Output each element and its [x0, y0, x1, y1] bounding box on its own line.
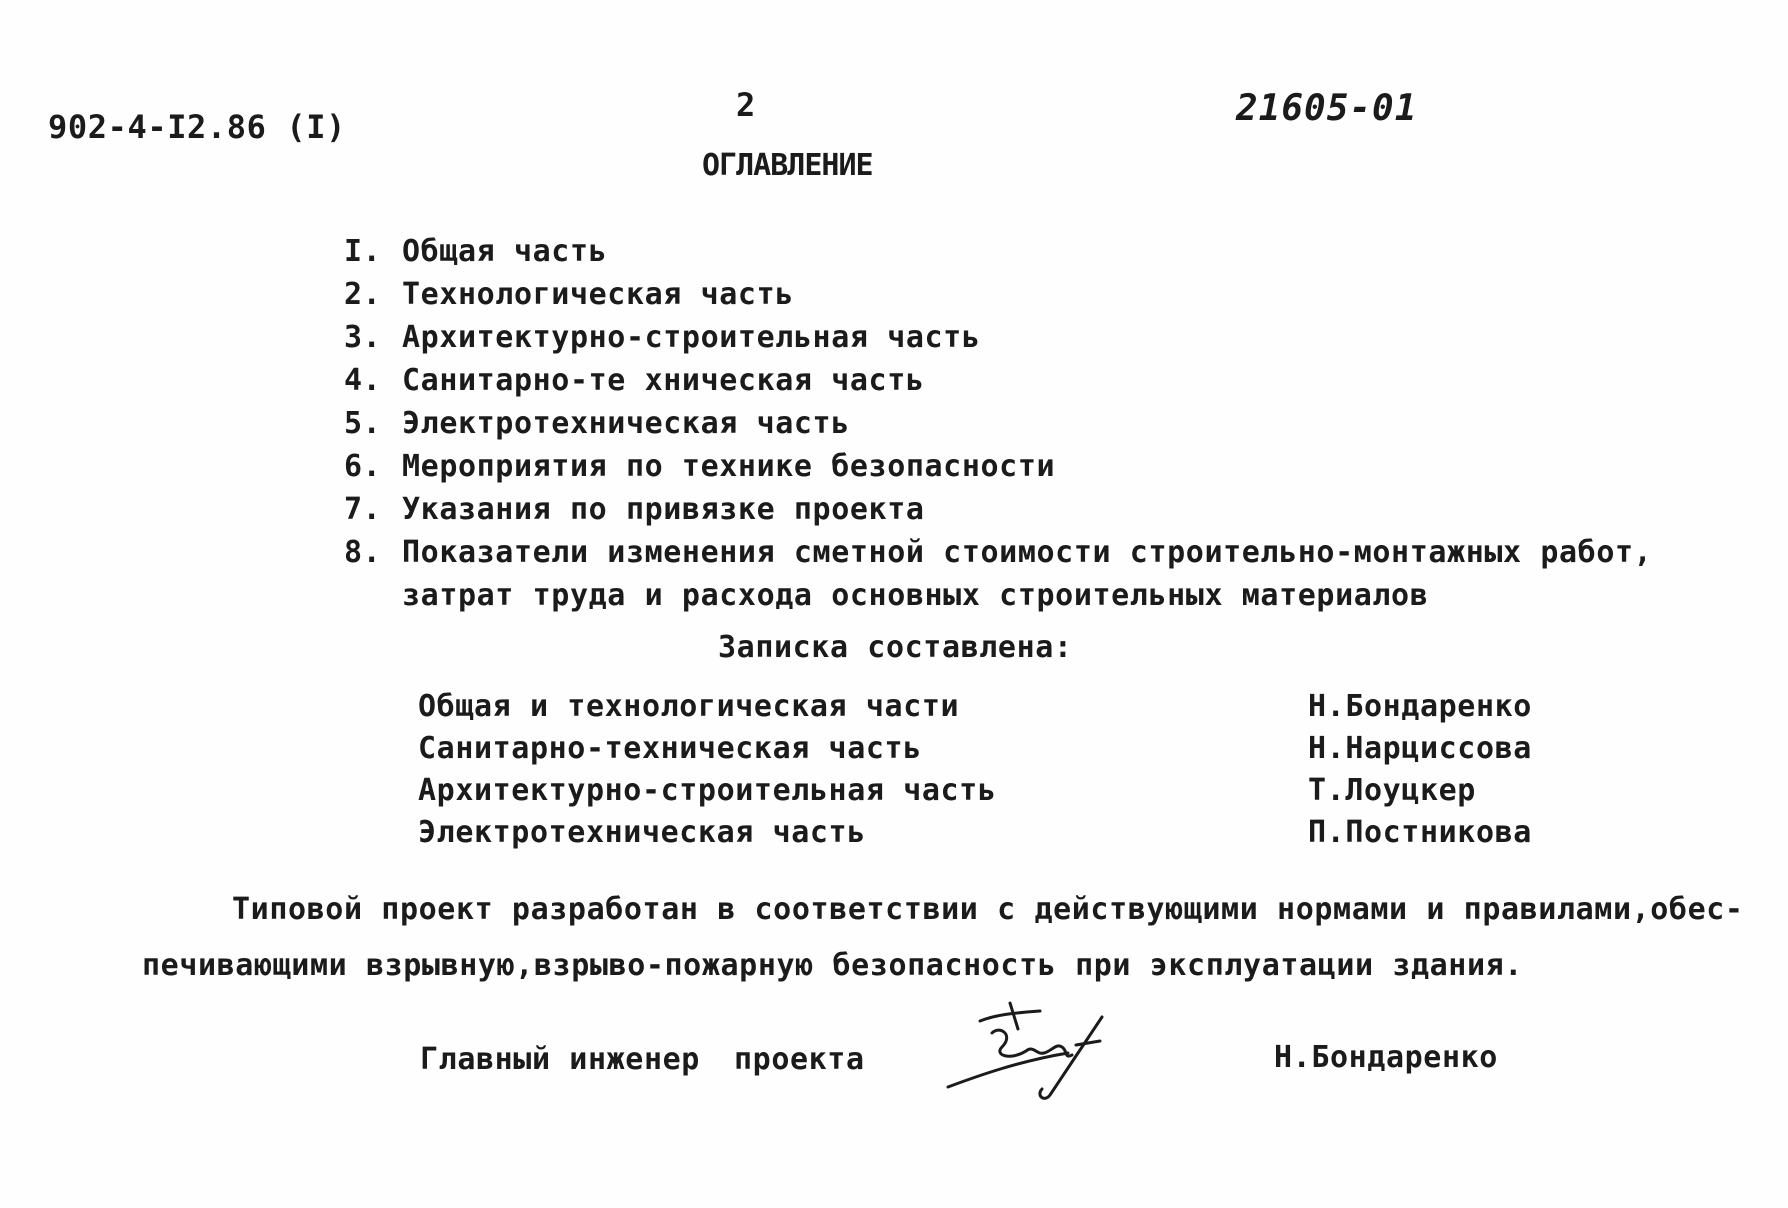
- toc-item-number: 5.: [344, 406, 382, 441]
- toc-item-number: 3.: [344, 320, 382, 355]
- toc-item: [344, 359, 1652, 402]
- toc-item: [344, 402, 1652, 445]
- toc-item-label: Электротехническая часть: [402, 406, 850, 441]
- toc-item-number: 8.: [344, 535, 382, 570]
- document-code: 902-4-I2.86 (I): [48, 108, 346, 146]
- compliance-statement: [142, 882, 1744, 994]
- author-name: Н.Бондаренко: [1308, 689, 1532, 724]
- author-section: Электротехническая часть: [418, 815, 866, 850]
- author-section: Общая и технологическая части: [418, 689, 960, 724]
- author-row: [418, 728, 1532, 770]
- document-id: 21605-01: [1236, 88, 1418, 129]
- author-row: [418, 770, 1528, 812]
- toc-item-label: Технологическая часть: [402, 277, 794, 312]
- author-row: [418, 812, 1532, 854]
- compiled-by-heading: Записка составлена:: [718, 630, 1073, 665]
- toc-item: [344, 531, 1652, 574]
- signatory-role-continued: проекта: [734, 1042, 865, 1077]
- toc-item-number: 7.: [344, 492, 382, 527]
- statement-line-2: печивающими взрывную,взрыво-пожарную безопасность при эксплуатации здания.: [142, 948, 1523, 983]
- toc-item: [344, 316, 1652, 359]
- statement-line-1: Типовой проект разработан в соответствии с действующими нормами и правилами,обес-: [232, 892, 1744, 927]
- toc-item-number: 2.: [344, 277, 382, 312]
- signatory-name: Н.Бондаренко: [1274, 1040, 1498, 1075]
- author-name: Т.Лоуцкер: [1308, 773, 1476, 808]
- signatory-role: Главный инженер: [420, 1042, 700, 1077]
- toc-item: [344, 445, 1652, 488]
- toc-item-label: Показатели изменения сметной стоимости строительно-монтажных работ,: [402, 535, 1653, 570]
- author-row: [418, 686, 1532, 728]
- toc-item-number: I.: [344, 234, 382, 269]
- toc-item-label: Общая часть: [402, 234, 608, 269]
- toc-item: [344, 488, 1652, 531]
- toc-title: ОГЛАВЛЕНИЕ: [702, 148, 873, 183]
- toc-item-label-continued: затрат труда и расхода основных строительных материалов: [402, 578, 1429, 613]
- toc-item-label: Указания по привязке проекта: [402, 492, 925, 527]
- toc-item: [344, 230, 1652, 273]
- table-of-contents: [344, 230, 1652, 617]
- author-name: П.Постникова: [1308, 815, 1532, 850]
- authors-list: [418, 686, 1532, 854]
- toc-item-label: Архитектурно-строительная часть: [402, 320, 981, 355]
- page-number: 2: [736, 86, 756, 124]
- toc-item-continuation: [344, 574, 1652, 617]
- toc-item-number: 6.: [344, 449, 382, 484]
- signature-icon: [940, 995, 1120, 1105]
- author-section: Санитарно-техническая часть: [418, 731, 922, 766]
- toc-item-number: 4.: [344, 363, 382, 398]
- author-section: Архитектурно-строительная часть: [418, 773, 997, 808]
- toc-item-label: Санитарно-те хническая часть: [402, 363, 925, 398]
- toc-item-label: Мероприятия по технике безопасности: [402, 449, 1056, 484]
- author-name: Н.Нарциссова: [1308, 731, 1532, 766]
- toc-item: [344, 273, 1652, 316]
